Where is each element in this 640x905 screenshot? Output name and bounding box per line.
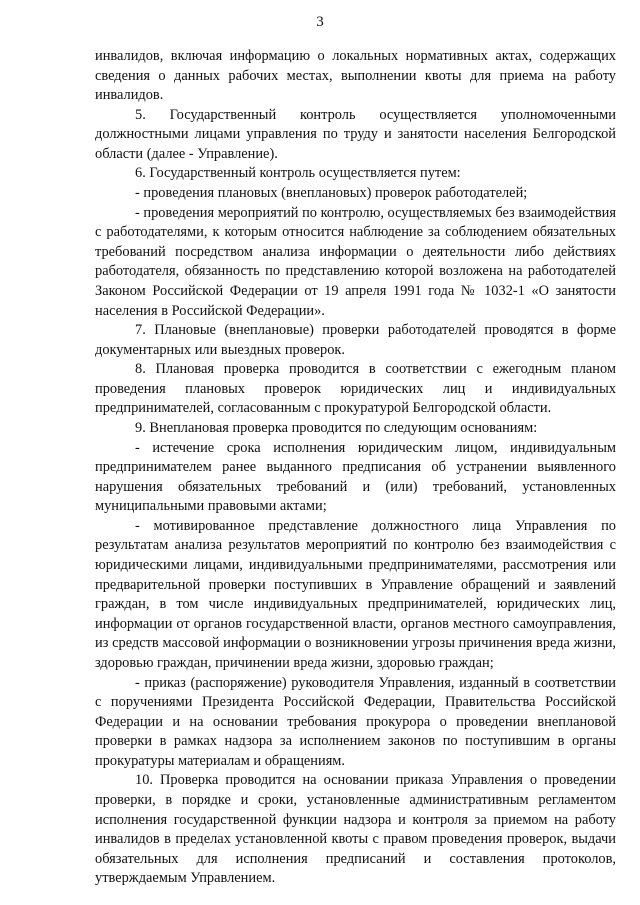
paragraph-item-10: 10. Проверка проводится на основании приказа Управления о проведении проверки, в порядке и сроки, установленные административным регламентом исполнения государственной функции надзора и контроля за приемом на работу инвалидов в пределах установленной квоты с правом проведения проверок, выдачи обязательных для исполнения предписаний и составления протоколов, утверждаемым Управлением. bbox=[95, 772, 616, 887]
list-item-deadline-expiry: - истечение срока исполнения юридическим лицом, индивидуальным предпринимателем ранее выданного предписания об устранении выявленного нарушения обязательных требований и (или) требований, установленных муниципальными правовыми актами; bbox=[95, 439, 616, 515]
paragraph-item-6: 6. Государственный контроль осуществляется путем: bbox=[135, 165, 461, 182]
list-item-motivated-submission: - мотивированное представление должностного лица Управления по результатам анализа результатов мероприятий по контролю без взаимодействия с юридическими лицами, индивидуальными предпринимателями, рассмотрения или предварительной проверки поступивших в Управление обращений и заявлений граждан, в том числе индивидуальных предпринимателей, юридических лиц, информации от органов государственной власти, органов местного самоуправления, из средств массовой информации о возникновении угрозы причинения вреда жизни, здоровью граждан, причинении вреда жизни, здоровью граждан; bbox=[95, 517, 616, 671]
list-item-planned-inspections: - проведения плановых (внеплановых) проверок работодателей; bbox=[135, 185, 528, 202]
list-item-control-measures: - проведения мероприятий по контролю, осуществляемых без взаимодействия с работодателями, к которым относится наблюдение за соблюдением обязательных требований посредством анализа информации о деятельности либо действиях работодателя, обязанность по представлению которой возложена на работодателей Законом Российской Федерации от 19 апреля 1991 года № 1032-1 «О занятости населения в Российской Федерации». bbox=[95, 204, 616, 319]
paragraph-continuation: инвалидов, включая информацию о локальных нормативных актах, содержащих сведения о данных рабочих местах, выполнении квоты для приема на работу инвалидов. bbox=[95, 48, 616, 104]
document-body bbox=[95, 47, 616, 889]
paragraph-item-9: 9. Внеплановая проверка проводится по следующим основаниям: bbox=[135, 419, 538, 436]
list-item-head-order: - приказ (распоряжение) руководителя Управления, изданный в соответствии с поручениями Президента Российской Федерации, Правительства Российской Федерации и на основании требования прокурора о проведении внеплановой проверки в рамках надзора за исполнением законов по поступившим в органы прокуратуры материалам и обращениям. bbox=[95, 674, 616, 769]
paragraph-item-8: 8. Плановая проверка проводится в соответствии с ежегодным планом проведения плановых проверок юридических лиц и индивидуальных предпринимателей, согласованным с прокуратурой Белгородской области. bbox=[95, 361, 616, 417]
paragraph-item-5: 5. Государственный контроль осуществляется уполномоченными должностными лицами управления по труду и занятости населения Белгородской области (далее - Управление). bbox=[95, 106, 616, 162]
paragraph-item-7: 7. Плановые (внеплановые) проверки работодателей проводятся в форме документарных или выездных проверок. bbox=[95, 322, 616, 358]
page-number: 3 bbox=[316, 14, 324, 30]
